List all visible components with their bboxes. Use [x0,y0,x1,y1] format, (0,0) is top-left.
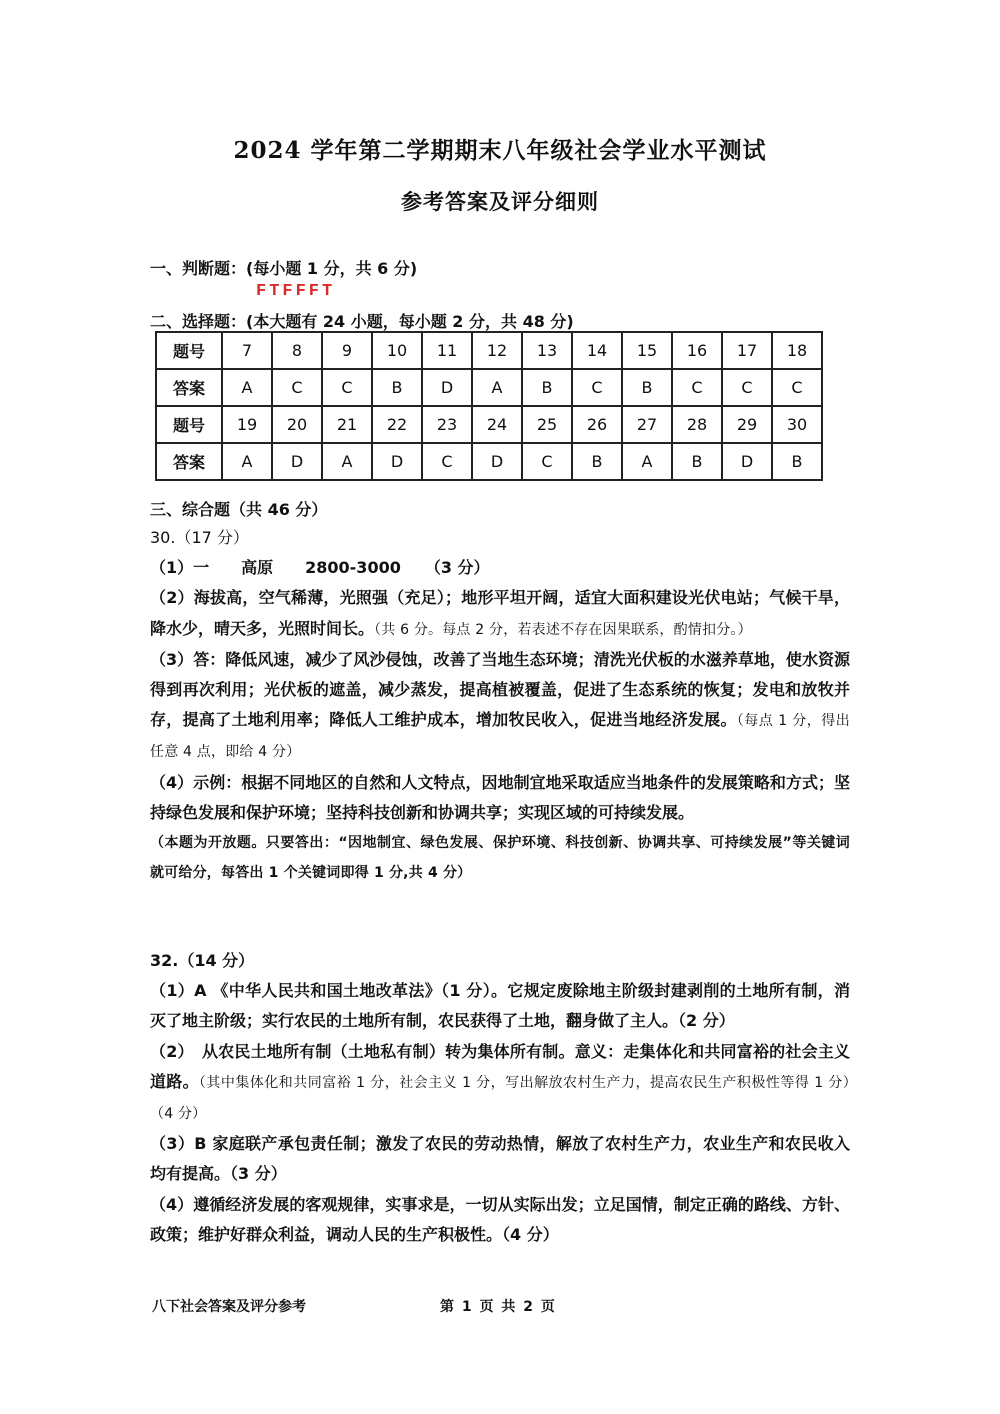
footer-page-number: 第 1 页 共 2 页 [440,1299,555,1315]
table-row [156,443,822,480]
answer-cell: D [372,443,422,480]
answer-cell: C [722,369,772,406]
answer-cell: A [222,443,272,480]
question-number-cell: 18 [772,332,822,369]
q32-answer-3: （3）B 家庭联产承包责任制；激发了农民的劳动热情，解放了农村生产力，农业生产和农民收入均有提高。（3 分） [150,1134,850,1184]
q32-answer-4: （4）遵循经济发展的客观规律，实事求是，一切从实际出发；立足国情，制定正确的路线、方针、政策；维护好群众利益，调动人民的生产积极性。（4 分） [150,1194,850,1244]
answer-cell: C [522,443,572,480]
section-2-heading: 二、选择题：(本大题有 24 小题，每小题 2 分，共 48 分) [150,312,574,331]
answer-cell: A [622,443,672,480]
question-number-cell: 21 [322,406,372,443]
answer-cell: B [772,443,822,480]
answer-cell: A [222,369,272,406]
question-number-cell: 26 [572,406,622,443]
question-number-cell: 11 [422,332,472,369]
q32-answer-2: （2） 从农民土地所有制（土地私有制）转为集体所有制。意义：走集体化和共同富裕的社会主义道路。 [150,1041,850,1091]
question-number-cell: 9 [322,332,372,369]
answer-cell: C [322,369,372,406]
question-number-cell: 27 [622,406,672,443]
row-label-answer: 答案 [156,443,222,480]
question-30-block [150,523,850,888]
question-number-cell: 19 [222,406,272,443]
question-number-cell: 12 [472,332,522,369]
question-number-cell: 29 [722,406,772,443]
document-subtitle: 参考答案及评分细则 [401,189,599,214]
question-number-cell: 22 [372,406,422,443]
true-false-answers: FTFFFT [256,282,336,301]
answer-cell: C [272,369,322,406]
question-number-cell: 24 [472,406,522,443]
answer-cell: A [322,443,372,480]
q32-answer-1: （1）A 《中华人民共和国土地改革法》（1 分）。它规定废除地主阶级封建剥削的土地所有制，消灭了地主阶级；实行农民的土地所有制，农民获得了土地，翻身做了主人。（2 分） [150,981,850,1031]
question-32-title: 32.（14 分） [150,951,255,970]
section-1-heading: 一、判断题：(每小题 1 分，共 6 分) [150,259,418,278]
answer-cell: D [422,369,472,406]
answer-cell: D [272,443,322,480]
answer-cell: C [772,369,822,406]
question-number-cell: 30 [772,406,822,443]
row-label-answer: 答案 [156,369,222,406]
document-title: 2024 学年第二学期期末八年级社会学业水平测试 [233,137,767,164]
question-number-cell: 25 [522,406,572,443]
answer-cell: B [372,369,422,406]
table-row [156,406,822,443]
table-row [156,332,822,369]
q32-answer-2-note: （其中集体化和共同富裕 1 分，社会主义 1 分，写出解放农村生产力，提高农民生产积极性等得 1 分） （4 分） [150,1074,907,1123]
answer-cell: B [672,443,722,480]
answer-cell: C [422,443,472,480]
answer-cell: B [522,369,572,406]
answer-cell: D [722,443,772,480]
q30-answer-1: （1）一 高原 2800-3000 （3 分） [150,558,490,578]
q30-answer-3: （3）答：降低风速，减少了风沙侵蚀，改善了当地生态环境；清洗光伏板的水滋养草地，使水资源得到再次利用；光伏板的遮盖，减少蒸发，提高植被覆盖，促进了生态系统的恢复；发电和放牧并存，提高了土地利用率；降低人工维护成本，增加牧民收入，促进当地经济发展。 [150,649,850,730]
q30-answer-4: （4）示例：根据不同地区的自然和人文特点，因地制宜地采取适应当地条件的发展策略和方式；坚持绿色发展和保护环境；坚持科技创新和协调共享；实现区域的可持续发展。 [150,772,850,822]
question-number-cell: 17 [722,332,772,369]
footer-document-name: 八下社会答案及评分参考 [152,1299,306,1315]
question-number-cell: 14 [572,332,622,369]
q30-answer-4-note: （本题为开放题。只要答出：“因地制宜、绿色发展、保护环境、科技创新、协调共享、可持续发展”等关键词就可给分，每答出 1 个关键词即得 1 分,共 4 分） [150,835,850,882]
question-number-cell: 16 [672,332,722,369]
answer-cell: A [472,369,522,406]
question-number-cell: 15 [622,332,672,369]
section-3-heading: 三、综合题（共 46 分） [150,500,328,519]
question-number-cell: 13 [522,332,572,369]
table-row [156,369,822,406]
q30-answer-2: （2）海拔高，空气稀薄，光照强（充足）；地形平坦开阔，适宜大面积建设光伏电站；气候干旱，降水少，晴天多，光照时间长。 [150,588,850,638]
question-number-cell: 10 [372,332,422,369]
question-number-cell: 20 [272,406,322,443]
row-label-number: 题号 [156,332,222,369]
q30-answer-3-note: （每点 1 分，得出任意 4 点，即给 4 分） [150,713,850,761]
question-number-cell: 23 [422,406,472,443]
question-number-cell: 7 [222,332,272,369]
answer-cell: C [572,369,622,406]
question-number-cell: 28 [672,406,722,443]
answer-cell: D [472,443,522,480]
answer-cell: B [572,443,622,480]
question-32-block [150,946,907,1250]
answer-cell: B [622,369,672,406]
question-30-title: 30.（17 分） [150,528,249,547]
row-label-number: 题号 [156,406,222,443]
question-number-cell: 8 [272,332,322,369]
answer-cell: C [672,369,722,406]
q30-answer-2-note: （共 6 分。每点 2 分，若表述不存在因果联系，酌情扣分。） [374,621,752,638]
multiple-choice-answer-table [155,331,823,481]
